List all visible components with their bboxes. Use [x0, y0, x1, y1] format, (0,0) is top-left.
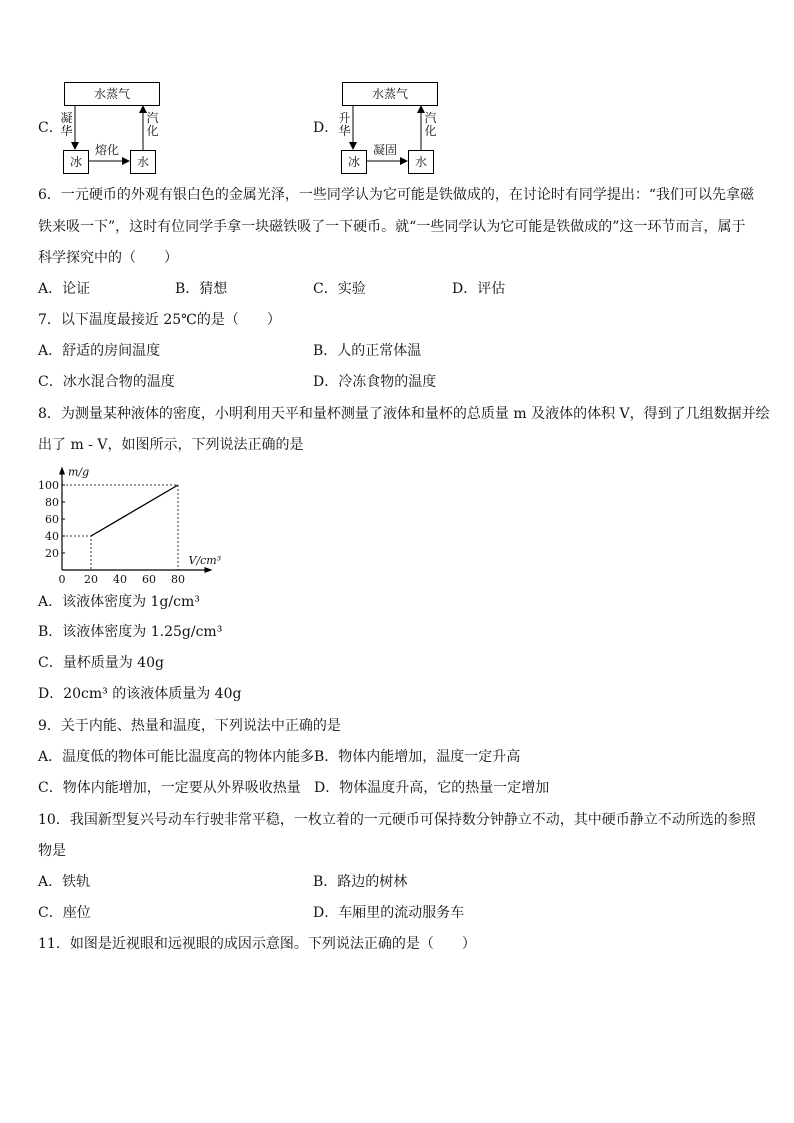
x-axis-label: V/cm³ — [188, 554, 222, 567]
y-tick-label: 60 — [45, 513, 59, 526]
y-tick-label: 100 — [38, 479, 59, 492]
y-tick-label: 20 — [45, 547, 59, 560]
diagram-option-c — [60, 80, 170, 178]
q6-stem-line2: 铁来吸一下”，这时有位同学手拿一块磁铁吸了一下硬币。就“一些同学认为它可能是铁做成的”这一环节而言，属于 — [38, 219, 746, 235]
y-tick-label: 40 — [45, 530, 59, 543]
ice-box: 冰 — [341, 150, 367, 174]
q10-option-a: A．铁轨 — [38, 874, 91, 890]
q8-option-d: D．20cm³ 的该液体质量为 40g — [38, 686, 242, 702]
q8-stem-line1: 8．为测量某种液体的密度，小明利用天平和量杯测量了液体和量杯的总质量 m 及液体的体积 V，得到了几组数据并绘 — [38, 406, 770, 422]
q9-option-b: B．物体内能增加，温度一定升高 — [314, 749, 521, 765]
q8-stem-line2: 出了 m - V，如图所示，下列说法正确的是 — [38, 437, 304, 453]
q8-option-c: C．量杯质量为 40g — [38, 655, 164, 671]
q10-option-d: D．车厢里的流动服务车 — [313, 905, 465, 921]
q7-option-b: B．人的正常体温 — [313, 343, 422, 359]
q6-option-c: C．实验 — [313, 281, 366, 297]
vapor-box: 水蒸气 — [342, 82, 438, 106]
q9-option-d: D．物体温度升高，它的热量一定增加 — [314, 780, 550, 796]
x-axis-arrow — [205, 567, 213, 573]
diagram-option-d — [338, 80, 448, 178]
y-axis-arrow — [59, 467, 65, 475]
q8-option-a: A．该液体密度为 1g/cm³ — [38, 594, 200, 610]
y-tick-label: 80 — [45, 496, 59, 509]
deposition-label: 凝华 — [60, 111, 73, 138]
x-tick-label: 20 — [84, 573, 98, 586]
q8-option-b: B．该液体密度为 1.25g/cm³ — [38, 624, 223, 640]
q7-stem: 7．以下温度最接近 25℃的是（ ） — [38, 312, 281, 328]
x-tick-label: 0 — [58, 573, 66, 586]
q9-option-c: C．物体内能增加，一定要从外界吸收热量 — [38, 780, 301, 796]
q6-option-a: A．论证 — [38, 281, 91, 297]
mass-volume-graph — [32, 462, 222, 588]
guide-line — [62, 536, 91, 570]
data-line — [91, 485, 178, 536]
vapor-box: 水蒸气 — [64, 82, 160, 106]
guide-line — [62, 485, 178, 570]
y-axis-label: m/g — [68, 465, 90, 479]
q6-stem-line3: 科学探究中的（ ） — [38, 250, 178, 266]
q7-option-a: A．舒适的房间温度 — [38, 343, 161, 359]
x-tick-label: 40 — [113, 573, 127, 586]
x-tick-label: 60 — [142, 573, 156, 586]
water-box: 水 — [408, 150, 434, 174]
q6-stem-line1: 6．一元硬币的外观有银白色的金属光泽，一些同学认为它可能是铁做成的，在讨论时有同学提出：“我们可以先拿磁 — [38, 187, 755, 203]
q10-stem-line2: 物是 — [38, 843, 66, 859]
option-c-label: C． — [38, 120, 63, 136]
q6-option-b: B．猜想 — [175, 281, 228, 297]
q10-option-b: B．路边的树林 — [313, 874, 408, 890]
vaporization-label: 汽化 — [146, 111, 159, 138]
sublimation-label: 升华 — [338, 111, 351, 138]
x-tick-label: 80 — [171, 573, 185, 586]
q11-stem: 11．如图是近视眼和远视眼的成因示意图。下列说法正确的是（ ） — [38, 936, 476, 952]
q9-option-a: A．温度低的物体可能比温度高的物体内能多 — [38, 749, 315, 765]
q7-option-c: C．冰水混合物的温度 — [38, 374, 175, 390]
option-d-label: D． — [313, 120, 339, 136]
q6-option-d: D．评估 — [452, 281, 506, 297]
q7-option-d: D．冷冻食物的温度 — [313, 374, 437, 390]
vaporization-label: 汽化 — [424, 111, 437, 138]
q10-stem-line1: 10．我国新型复兴号动车行驶非常平稳，一枚立着的一元硬币可保持数分钟静立不动，其中硬币静立不动所选的参照 — [38, 812, 756, 828]
ice-box: 冰 — [63, 150, 89, 174]
q10-option-c: C．座位 — [38, 905, 91, 921]
water-box: 水 — [130, 150, 156, 174]
solidification-label: 凝固 — [373, 143, 398, 157]
melting-label: 熔化 — [95, 143, 120, 157]
q9-stem: 9．关于内能、热量和温度，下列说法中正确的是 — [38, 718, 341, 734]
